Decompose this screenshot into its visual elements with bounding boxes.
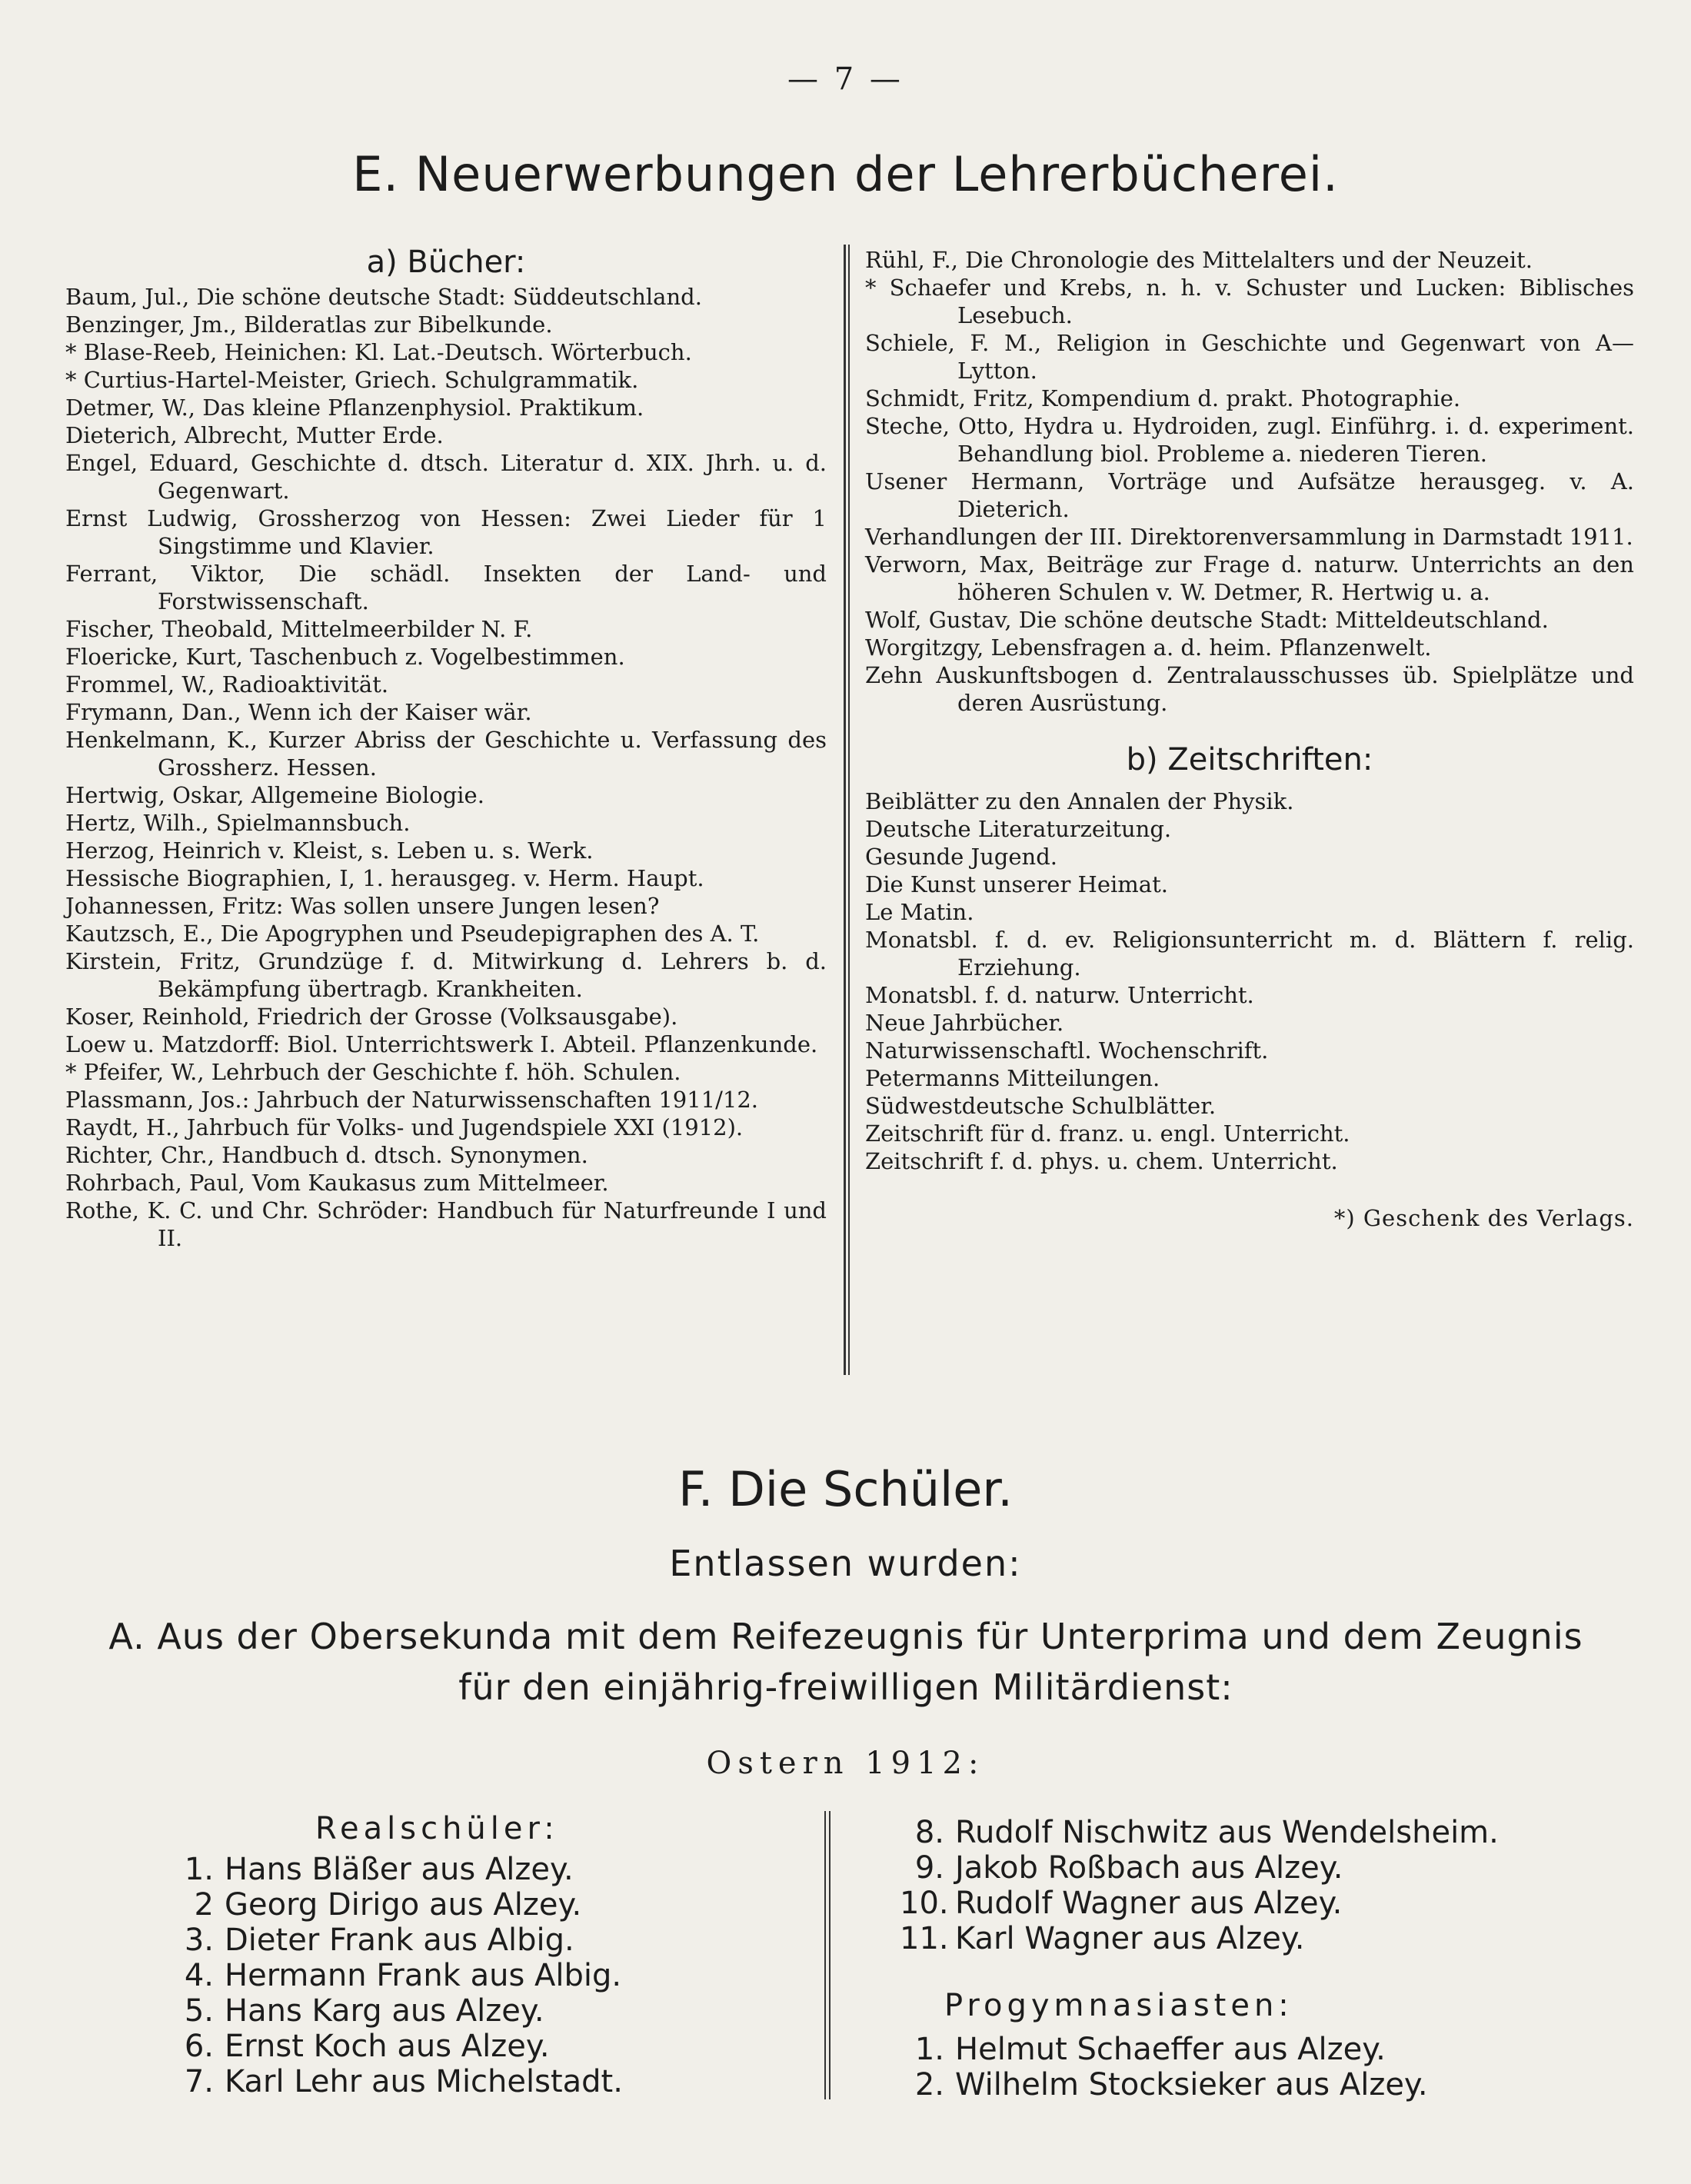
list-item: Steche, Otto, Hydra u. Hydroiden, zugl. Einführg. i. d. experiment. Behandlung biol. Probleme a. niederen Tieren.: [865, 413, 1634, 467]
list-item: Loew u. Matzdorff: Biol. Unterrichtswerk I. Abteil. Pflanzenkunde.: [65, 1031, 818, 1057]
footnote: *) Geschenk des Verlags.: [1333, 1205, 1634, 1231]
list-item: Hertwig, Oskar, Allgemeine Biologie.: [65, 782, 484, 808]
page-number: — 7 —: [787, 62, 904, 97]
list-item: Rothe, K. C. und Chr. Schröder: Handbuch für Naturfreunde I und II.: [65, 1197, 827, 1251]
list-item: Hessische Biographien, I, 1. herausgeg. v. Herm. Haupt.: [65, 865, 704, 891]
list-item: Raydt, H., Jahrbuch für Volks- und Jugendspiele XXI (1912).: [65, 1114, 744, 1140]
list-item: 3. Dieter Frank aus Albig.: [184, 1923, 574, 1958]
list-item: Hertz, Wilh., Spielmannsbuch.: [65, 810, 411, 836]
column-divider: [829, 1811, 831, 2099]
list-item: Wolf, Gustav, Die schöne deutsche Stadt: Mitteldeutschland.: [865, 607, 1549, 633]
list-item: 8. Rudolf Nischwitz aus Wendelsheim.: [914, 1815, 1499, 1850]
list-item: Monatsbl. f. d. ev. Religionsunterricht m. d. Blättern f. relig. Erziehung.: [865, 927, 1634, 980]
list-item: Worgitzgy, Lebensfragen a. d. heim. Pflanzenwelt.: [865, 634, 1432, 661]
list-item: Engel, Eduard, Geschichte d. dtsch. Literatur d. XIX. Jhrh. u. d. Gegenwart.: [65, 450, 827, 504]
list-item: Rühl, F., Die Chronologie des Mittelalters und der Neuzeit.: [865, 247, 1533, 273]
realschueler-list: [169, 1852, 831, 2099]
ostern-heading: Ostern 1912:: [706, 1746, 985, 1781]
list-item: Plassmann, Jos.: Jahrbuch der Naturwissenschaften 1911/12.: [65, 1087, 759, 1113]
books-heading: a) Bücher:: [366, 245, 526, 280]
list-item: Frymann, Dan., Wenn ich der Kaiser wär.: [65, 699, 532, 725]
list-item: * Schaefer und Krebs, n. h. v. Schuster und Lucken: Biblisches Lesebuch.: [865, 275, 1634, 328]
list-item: 11. Karl Wagner aus Alzey.: [900, 1921, 1305, 1956]
list-item: Südwestdeutsche Schulblätter.: [865, 1093, 1217, 1119]
list-item: 2 Georg Dirigo aus Alzey.: [194, 1887, 582, 1923]
list-item: Floericke, Kurt, Taschenbuch z. Vogelbestimmen.: [65, 644, 625, 670]
list-item: 4. Hermann Frank aus Albig.: [184, 1958, 622, 1993]
list-item: Verhandlungen der III. Direktorenversammlung in Darmstadt 1911.: [865, 524, 1633, 550]
progymnasiasten-label: Progymnasiasten:: [944, 1988, 1293, 2023]
list-item: Usener Hermann, Vorträge und Aufsätze herausgeg. v. A. Dieterich.: [865, 468, 1634, 522]
column-divider: [824, 1811, 826, 2099]
list-item: Rohrbach, Paul, Vom Kaukasus zum Mittelmeer.: [65, 1170, 609, 1196]
list-item: Ernst Ludwig, Grossherzog von Hessen: Zwei Lieder für 1 Singstimme und Klavier.: [65, 505, 827, 559]
realschueler-label: Realschüler:: [315, 1811, 559, 1846]
list-item: 7. Karl Lehr aus Michelstadt.: [184, 2064, 623, 2099]
list-item: Koser, Reinhold, Friedrich der Grosse (Volksausgabe).: [65, 1004, 678, 1030]
list-item: Kirstein, Fritz, Grundzüge f. d. Mitwirkung d. Lehrers b. d. Bekämpfung übertragb. Krankheiten.: [65, 948, 827, 1002]
books-list-right: [865, 246, 1634, 1232]
list-item: Beiblätter zu den Annalen der Physik.: [865, 788, 1294, 814]
list-item: Zeitschrift f. d. phys. u. chem. Unterricht.: [865, 1148, 1338, 1174]
list-item: Zehn Auskunftsbogen d. Zentralausschusses üb. Spielplätze und deren Ausrüstung.: [865, 662, 1634, 716]
list-item: Die Kunst unserer Heimat.: [865, 871, 1168, 897]
list-item: Deutsche Literaturzeitung.: [865, 816, 1172, 842]
list-item: Monatsbl. f. d. naturw. Unterricht.: [865, 982, 1254, 1008]
list-item: Benzinger, Jm., Bilderatlas zur Bibelkunde.: [65, 311, 553, 338]
list-item: 2. Wilhelm Stocksieker aus Alzey.: [914, 2067, 1428, 2102]
list-item: Fischer, Theobald, Mittelmeerbilder N. F.: [65, 616, 533, 642]
list-item: Detmer, W., Das kleine Pflanzenphysiol. Praktikum.: [65, 395, 644, 421]
list-item: Le Matin.: [865, 899, 974, 925]
books-list-left: [65, 283, 827, 1252]
list-item: * Pfeifer, W., Lehrbuch der Geschichte f. höh. Schulen.: [65, 1059, 681, 1085]
heading-a-line1: A. Aus der Obersekunda mit dem Reifezeugnis für Unterprima und dem Zeugnis: [108, 1616, 1583, 1657]
list-item: Naturwissenschaftl. Wochenschrift.: [865, 1037, 1269, 1064]
list-item: 6. Ernst Koch aus Alzey.: [184, 2029, 550, 2064]
list-item: 5. Hans Karg aus Alzey.: [184, 1993, 544, 2029]
list-item: Henkelmann, K., Kurzer Abriss der Geschichte u. Verfassung des Grossherz. Hessen.: [65, 727, 827, 781]
list-item: 9. Jakob Roßbach aus Alzey.: [914, 1850, 1343, 1886]
list-item: * Curtius-Hartel-Meister, Griech. Schulgrammatik.: [65, 367, 639, 393]
list-item: 1. Helmut Schaeffer aus Alzey.: [914, 2032, 1386, 2067]
list-item: Herzog, Heinrich v. Kleist, s. Leben u. s. Werk.: [65, 837, 594, 864]
section-f-title: F. Die Schüler.: [678, 1461, 1013, 1517]
list-item: Johannessen, Fritz: Was sollen unsere Jungen lesen?: [65, 893, 660, 919]
list-item: Schmidt, Fritz, Kompendium d. prakt. Photographie.: [865, 385, 1461, 411]
list-item: Ferrant, Viktor, Die schädl. Insekten der Land- und Forstwissenschaft.: [65, 561, 827, 614]
list-item: Zeitschrift für d. franz. u. engl. Unterricht.: [865, 1120, 1350, 1147]
progymnasiasten-list: [900, 2032, 1653, 2102]
list-item: Baum, Jul., Die schöne deutsche Stadt: Süddeutschland.: [65, 284, 702, 310]
journals-heading: b) Zeitschriften:: [1126, 742, 1373, 777]
section-e-title: E. Neuerwerbungen der Lehrerbücherei.: [352, 146, 1339, 202]
list-item: Kautzsch, E., Die Apogryphen und Pseudepigraphen des A. T.: [65, 921, 760, 947]
list-item: 1. Hans Bläßer aus Alzey.: [184, 1852, 574, 1887]
list-item: Frommel, W., Radioaktivität.: [65, 671, 389, 697]
column-divider: [848, 245, 850, 1375]
list-item: Schiele, F. M., Religion in Geschichte und Gegenwart von A—Lytton.: [865, 330, 1634, 384]
realschueler-list-cont: [900, 1815, 1653, 1956]
list-item: 10. Rudolf Wagner aus Alzey.: [900, 1886, 1343, 1921]
list-item: Richter, Chr., Handbuch d. dtsch. Synonymen.: [65, 1142, 588, 1168]
list-item: Gesunde Jugend.: [865, 844, 1057, 870]
heading-a-line2: für den einjährig-freiwilligen Militärdienst:: [458, 1666, 1233, 1708]
list-item: Dieterich, Albrecht, Mutter Erde.: [65, 422, 444, 448]
list-item: Petermanns Mitteilungen.: [865, 1065, 1160, 1091]
entlassen-heading: Entlassen wurden:: [669, 1543, 1022, 1584]
list-item: Neue Jahrbücher.: [865, 1010, 1064, 1036]
column-divider: [844, 245, 846, 1375]
list-item: Verworn, Max, Beiträge zur Frage d. naturw. Unterrichts an den höheren Schulen v. W. Detmer, R. Hertwig u. a.: [865, 551, 1634, 605]
heading-a: [77, 1611, 1615, 1713]
list-item: * Blase-Reeb, Heinichen: Kl. Lat.-Deutsch. Wörterbuch.: [65, 339, 692, 365]
